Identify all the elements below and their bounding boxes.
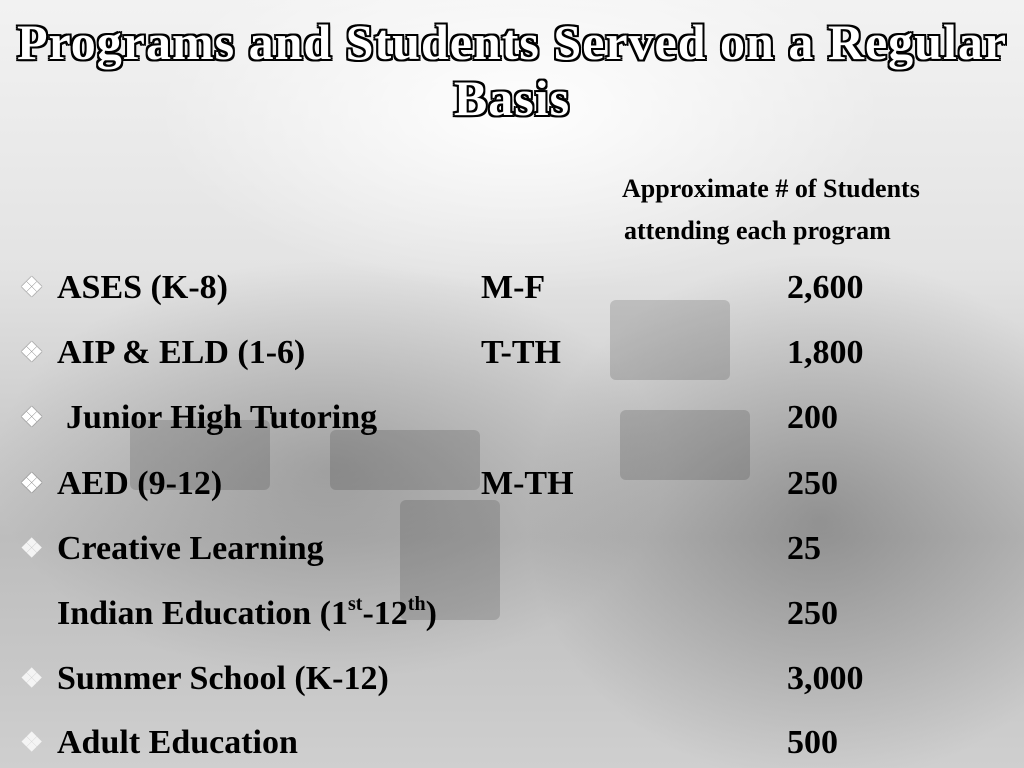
four-diamond-bullet-icon: ❖ xyxy=(20,534,44,563)
four-diamond-bullet-icon: ❖ xyxy=(20,728,44,757)
program-name-superscript: th xyxy=(407,593,426,615)
program-days: M-TH xyxy=(481,465,574,502)
students-column-header xyxy=(622,168,920,252)
program-row xyxy=(0,654,1024,704)
program-student-count: 2,600 xyxy=(787,269,864,306)
program-name: ASES (K-8) xyxy=(57,269,228,306)
program-row xyxy=(0,589,1024,639)
program-student-count: 250 xyxy=(787,595,838,632)
four-diamond-bullet-icon: ❖ xyxy=(20,469,44,498)
slide-title: Programs and Students Served on a Regular Basis xyxy=(16,14,1008,126)
program-name-middle: -12 xyxy=(362,595,408,632)
program-row xyxy=(0,524,1024,574)
four-diamond-bullet-icon: ❖ xyxy=(20,338,44,367)
four-diamond-bullet-icon: ❖ xyxy=(20,403,44,432)
program-row xyxy=(0,393,1024,443)
program-name-suffix: ) xyxy=(425,595,437,632)
program-student-count: 500 xyxy=(787,724,838,761)
program-row xyxy=(0,459,1024,509)
program-student-count: 3,000 xyxy=(787,660,864,697)
program-student-count: 200 xyxy=(787,399,838,436)
program-days: M-F xyxy=(481,269,546,306)
four-diamond-bullet-icon: ❖ xyxy=(20,273,44,302)
column-header-line-1: Approximate # of Students xyxy=(622,174,920,203)
program-row xyxy=(0,263,1024,313)
program-row xyxy=(0,328,1024,378)
program-name: Summer School (K-12) xyxy=(57,660,389,697)
program-name: Adult Education xyxy=(57,724,298,761)
program-name-superscript: st xyxy=(348,593,363,615)
program-name: AED (9-12) xyxy=(57,465,223,502)
column-header-line-2: attending each program xyxy=(624,216,891,245)
program-student-count: 25 xyxy=(787,530,821,567)
program-student-count: 250 xyxy=(787,465,838,502)
program-days: T-TH xyxy=(481,334,562,371)
program-row xyxy=(0,718,1024,768)
four-diamond-bullet-icon: ❖ xyxy=(20,664,44,693)
program-name-prefix: Indian Education (1 xyxy=(57,595,348,632)
program-name xyxy=(57,589,437,639)
program-student-count: 1,800 xyxy=(787,334,864,371)
program-name: Junior High Tutoring xyxy=(66,399,378,436)
program-name: Creative Learning xyxy=(57,530,324,567)
program-name: AIP & ELD (1-6) xyxy=(57,334,306,371)
